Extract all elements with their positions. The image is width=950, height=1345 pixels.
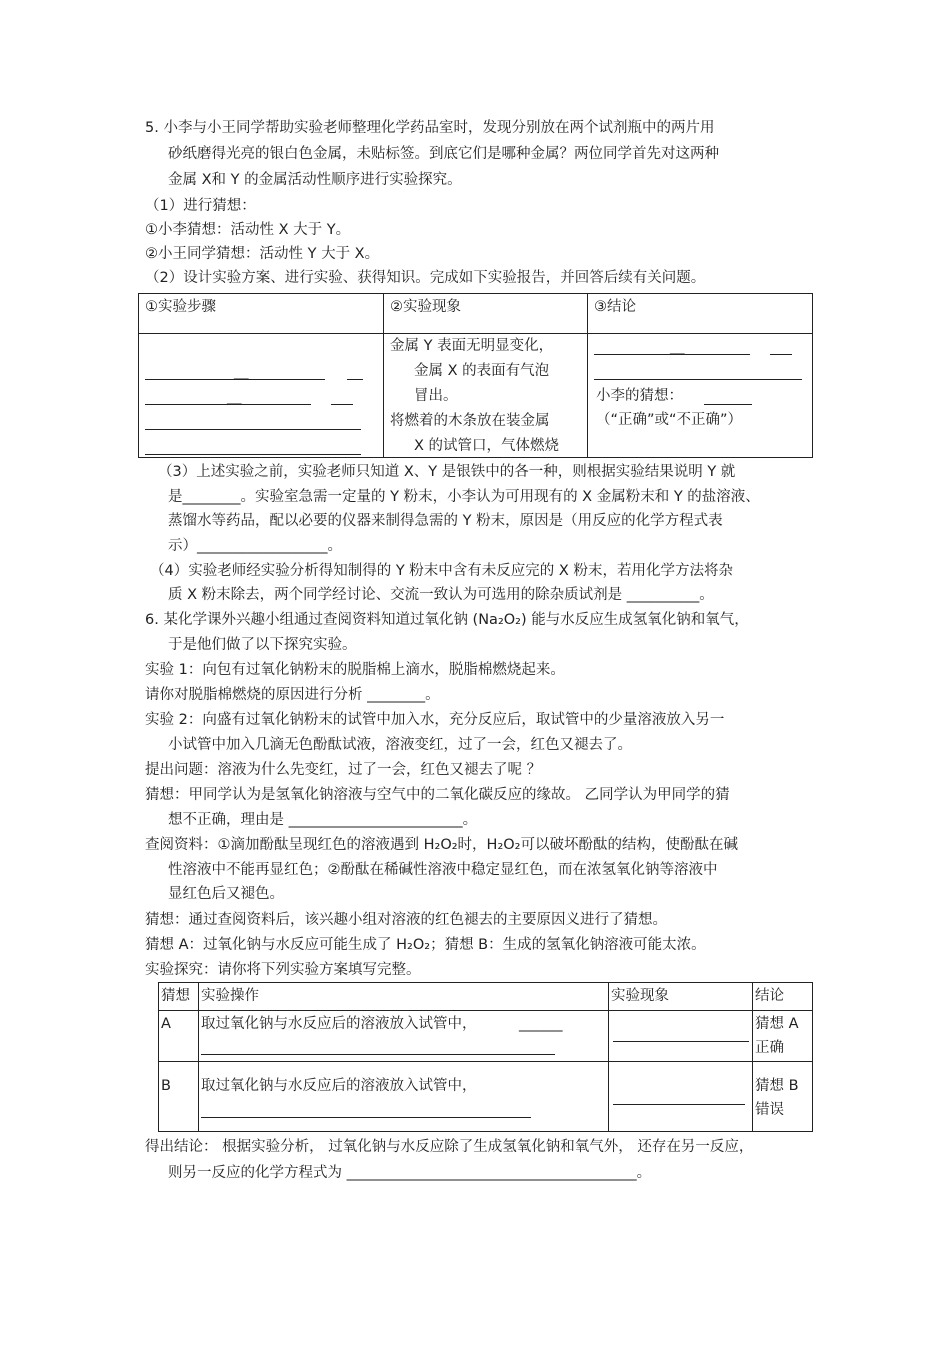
q5-part4-line-2: 质 X 粉末除去，两个同学经讨论、交流一致认为可选用的除杂质试剂是 __________。 (168, 587, 714, 603)
q6-analysis-prompt: 请你对脱脂棉燃烧的原因进行分析 ________。 (145, 687, 440, 703)
q6-experiment-2: 实验 2：向盛有过氧化钠粉末的试管中加入水，充分反应后，取试管中的少量溶液放入另一 (145, 712, 725, 728)
q6-conclusion-line-1: 得出结论： 根据实验分析， 过氧化钠与水反应除了生成氢氧化钠和氧气外， 还存在另一反应， (145, 1139, 754, 1155)
q5-phenomenon-cell: 金属 Y 表面无明显变化， 金属 X 的表面有气泡 冒出。 将燃着的木条放在装金属 X 的试管口，气体燃烧 (384, 334, 588, 458)
q5-steps-cell[interactable]: __ __ (139, 334, 384, 458)
q5-part3-line-1: （3）上述实验之前，实验老师只知道 X、Y 是银铁中的各一种，则根据实验结果说明 Y 就 (158, 464, 736, 480)
q6-header-guess: 猜想 (159, 983, 199, 1011)
q6-experiment-table (158, 982, 813, 1132)
q6-experiment-2-cont: 小试管中加入几滴无色酚酞试液，溶液变红，过了一会，红色又褪去了。 (168, 737, 632, 753)
table-row (159, 1062, 813, 1132)
q6-reference-cont-2: 显红色后又褪色。 (168, 886, 284, 902)
q6-line-2: 于是他们做了以下探究实验。 (168, 637, 357, 653)
q5-step-2: （2）设计实验方案、进行实验、获得知识。完成如下实验报告，并回答后续有关问题。 (145, 270, 706, 286)
q6-row-b-guess: B (159, 1062, 199, 1132)
q5-experiment-table (138, 293, 813, 458)
q6-row-a-operation[interactable]: 取过氧化钠与水反应后的溶液放入试管中， ______ (199, 1011, 609, 1062)
q6-explore: 实验探究：请你将下列实验方案填写完整。 (145, 962, 421, 978)
q6-header-operation: 实验操作 (199, 983, 609, 1011)
q6-line-1: 6. 某化学课外兴趣小组通过查阅资料知道过氧化钠 (Na₂O₂) 能与水反应生成氢氧化钠和氧气， (145, 612, 749, 628)
q6-reference: 查阅资料：①滴加酚酞呈现红色的溶液遇到 H₂O₂时，H₂O₂可以破坏酚酞的结构，使酚酞在碱 (145, 837, 738, 853)
q5-line-2: 砂纸磨得光亮的银白色金属，未贴标签。到底它们是哪种金属？两位同学首先对这两种 (168, 146, 719, 162)
q5-line-1: 5. 小李与小王同学帮助实验老师整理化学药品室时，发现分别放在两个试剂瓶中的两片用 (145, 120, 715, 136)
q6-row-b-operation[interactable]: 取过氧化钠与水反应后的溶液放入试管中， (199, 1062, 609, 1132)
q5-part3-line-2: 是________。实验室急需一定量的 Y 粉末，小李认为可用现有的 X 金属粉末和 Y 的盐溶液、 (168, 489, 760, 505)
q6-row-a-conclusion: 猜想 A 正确 (753, 1011, 813, 1062)
q5-header-steps: ①实验步骤 (139, 294, 384, 334)
q5-header-phenomenon: ②实验现象 (384, 294, 588, 334)
q5-step-1: （1）进行猜想： (145, 198, 256, 214)
q5-part3-line-3: 蒸馏水等药品，配以必要的仪器来制得急需的 Y 粉末，原因是（用反应的化学方程式表 (168, 513, 723, 529)
q6-guess-intro: 猜想：通过查阅资料后，该兴趣小组对溶液的红色褪去的主要原因义进行了猜想。 (145, 912, 667, 928)
q5-header-conclusion: ③结论 (588, 294, 813, 334)
q5-conclusion-cell[interactable]: __ 小李的猜想： （“正确”或“不正确”） (588, 334, 813, 458)
q5-part4-line-1: （4）实验老师经实验分析得知制得的 Y 粉末中含有未反应完的 X 粉末，若用化学方法将杂 (150, 563, 733, 579)
q6-hypothesis-cont: 想不正确，理由是 ________________________。 (168, 812, 478, 828)
table-row (159, 1011, 813, 1062)
q5-part3-line-4: 示）__________________。 (168, 538, 342, 554)
q6-experiment-1: 实验 1：向包有过氧化钠粉末的脱脂棉上滴水，脱脂棉燃烧起来。 (145, 662, 565, 678)
q6-header-conclusion: 结论 (753, 983, 813, 1011)
q6-question: 提出问题：溶液为什么先变红，过了一会，红色又褪去了呢 ？ (145, 762, 542, 778)
q6-conclusion-line-2: 则另一反应的化学方程式为 ________________________________________。 (168, 1165, 652, 1181)
q6-hypothesis: 猜想：甲同学认为是氢氧化钠溶液与空气中的二氧化碳反应的缘故。 乙同学认为甲同学的猜 (145, 787, 730, 803)
q6-row-b-conclusion: 猜想 B 错误 (753, 1062, 813, 1132)
q6-row-a-guess: A (159, 1011, 199, 1062)
q6-header-phenomenon: 实验现象 (609, 983, 753, 1011)
q6-row-b-phenomenon[interactable] (609, 1062, 753, 1132)
q6-guess-ab: 猜想 A：过氧化钠与水反应可能生成了 H₂O₂；猜想 B：生成的氢氧化钠溶液可能太浓。 (145, 937, 706, 953)
q6-row-a-phenomenon[interactable] (609, 1011, 753, 1062)
q5-guess-li: ①小李猜想：活动性 X 大于 Y。 (145, 222, 351, 238)
q5-line-3: 金属 X和 Y 的金属活动性顺序进行实验探究。 (168, 172, 462, 188)
q6-reference-cont: 性溶液中不能再显红色；②酚酞在稀碱性溶液中稳定显红色，而在浓氢氧化钠等溶液中 (168, 862, 718, 878)
q5-guess-wang: ②小王同学猜想：活动性 Y 大于 X。 (145, 246, 380, 262)
